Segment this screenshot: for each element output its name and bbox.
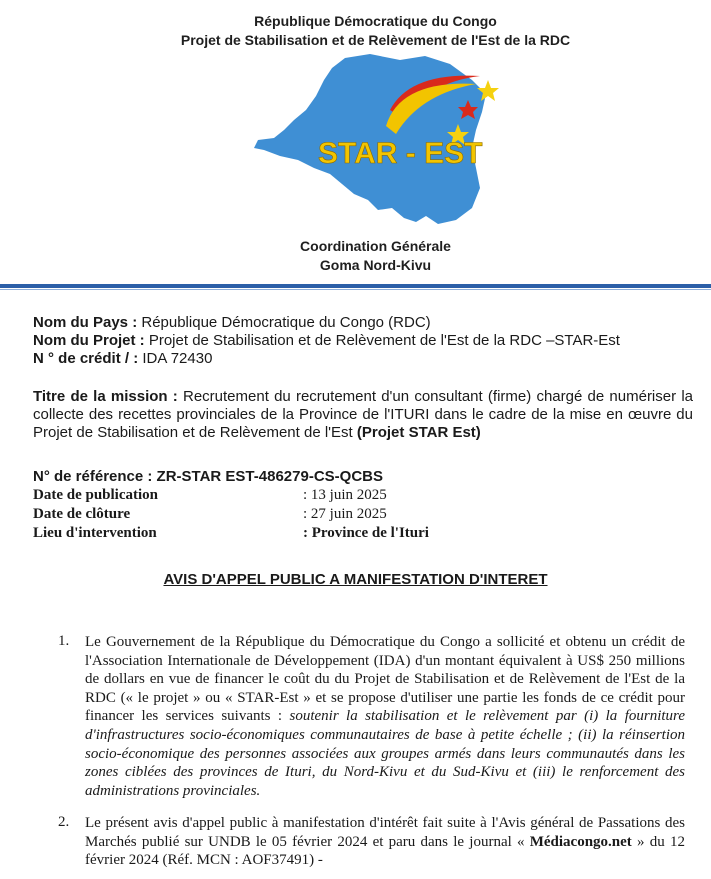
coordination-title: Coordination Générale <box>300 238 451 254</box>
country-value: République Démocratique du Congo (RDC) <box>137 314 431 331</box>
logo-text: STAR - EST <box>318 137 483 170</box>
paragraph-2-text: Le présent avis d'appel public à manifestation d'intérêt fait suite à l'Avis général de Passations des Marchés publié sur UNDB le 05 février 2024 et paru dans le journal « <box>85 815 685 850</box>
paragraph-1-text: Le Gouvernement de la République du Démocratique du Congo a sollicité et obtenu un crédit de l'Association Internationale de Développement (IDA) d'un montant équivalent à US$ 250 millions de dollars en vue de financer le coût du du Projet de Stabilisation et de Relèvement de l'Est de la RDC (« le projet » ou « STAR-Est » et se propose d'utiliser une partie les fonds de ce crédit pour financer les services suivants : <box>85 634 685 725</box>
credit-label: N ° de crédit / : <box>33 350 139 367</box>
header-country: République Démocratique du Congo <box>254 13 497 29</box>
paragraph-1 <box>85 633 685 800</box>
paragraph-1-number: 1. <box>58 633 70 649</box>
closing-date-label: Date de clôture <box>33 506 131 522</box>
project-info <box>33 314 693 368</box>
letterhead <box>0 0 711 290</box>
reference-value: : ZR-STAR EST-486279-CS-QCBS <box>143 468 383 485</box>
country-label: Nom du Pays : <box>33 314 138 331</box>
location-value: : Province de l'Ituri <box>303 525 429 541</box>
project-label: Nom du Projet : <box>33 332 145 349</box>
star-est-logo <box>250 50 500 235</box>
paragraph-2 <box>85 814 685 870</box>
paragraph-2-number: 2. <box>58 814 70 830</box>
credit-line <box>33 350 693 368</box>
reference-label: N° de référence <box>33 468 144 485</box>
country-line <box>33 314 693 332</box>
mission-title <box>33 388 693 442</box>
mission-project-name: (Projet STAR Est) <box>356 424 481 441</box>
project-value: Projet de Stabilisation et de Relèvement de l'Est de la RDC –STAR-Est <box>144 332 620 349</box>
mission-label: Titre de la mission : <box>33 388 178 405</box>
paragraph-1-italic: soutenir la stabilisation et le relèvement par (i) la fourniture d'infrastructures socio-économiques communautaires de base à petite échelle ; (ii) la réinsertion socio-économique des personnes associées aux groupes armés dans leurs communautés dans les zones ciblées des provinces de Ituri, du Nord-Kivu et du Sud-Kivu et (iii) le renforcement des administrations provinciales. <box>85 708 685 799</box>
header-divider-thin <box>0 289 711 290</box>
mission-value: Recrutement du recrutement d'un consultant (firme) chargé de numériser la collecte des recettes provinciales de la Province de l'ITURI dans le cadre de la mise en œuvre du Projet de Stabilisation et de Relèvement de l'Est <box>33 388 693 441</box>
coordination-location: Goma Nord-Kivu <box>319 257 432 273</box>
publication-date-value: : 13 juin 2025 <box>303 487 387 503</box>
credit-value: IDA 72430 <box>138 350 213 367</box>
project-line <box>33 332 693 350</box>
paragraph-2-tail: » du 12 février 2024 (Réf. MCN : AOF37491) - <box>85 833 685 869</box>
header-project: Projet de Stabilisation et de Relèvement de l'Est de la RDC <box>180 32 571 48</box>
reference-line <box>33 468 693 486</box>
publication-date-label: Date de publication <box>33 487 159 503</box>
location-label: Lieu d'intervention <box>33 525 157 541</box>
notice-title: AVIS D'APPEL PUBLIC A MANIFESTATION D'INTERET <box>163 571 548 588</box>
paragraph-2-newspaper: Médiacongo.net <box>529 833 632 850</box>
closing-date-value: : 27 juin 2025 <box>303 506 387 522</box>
header-divider <box>0 284 711 288</box>
